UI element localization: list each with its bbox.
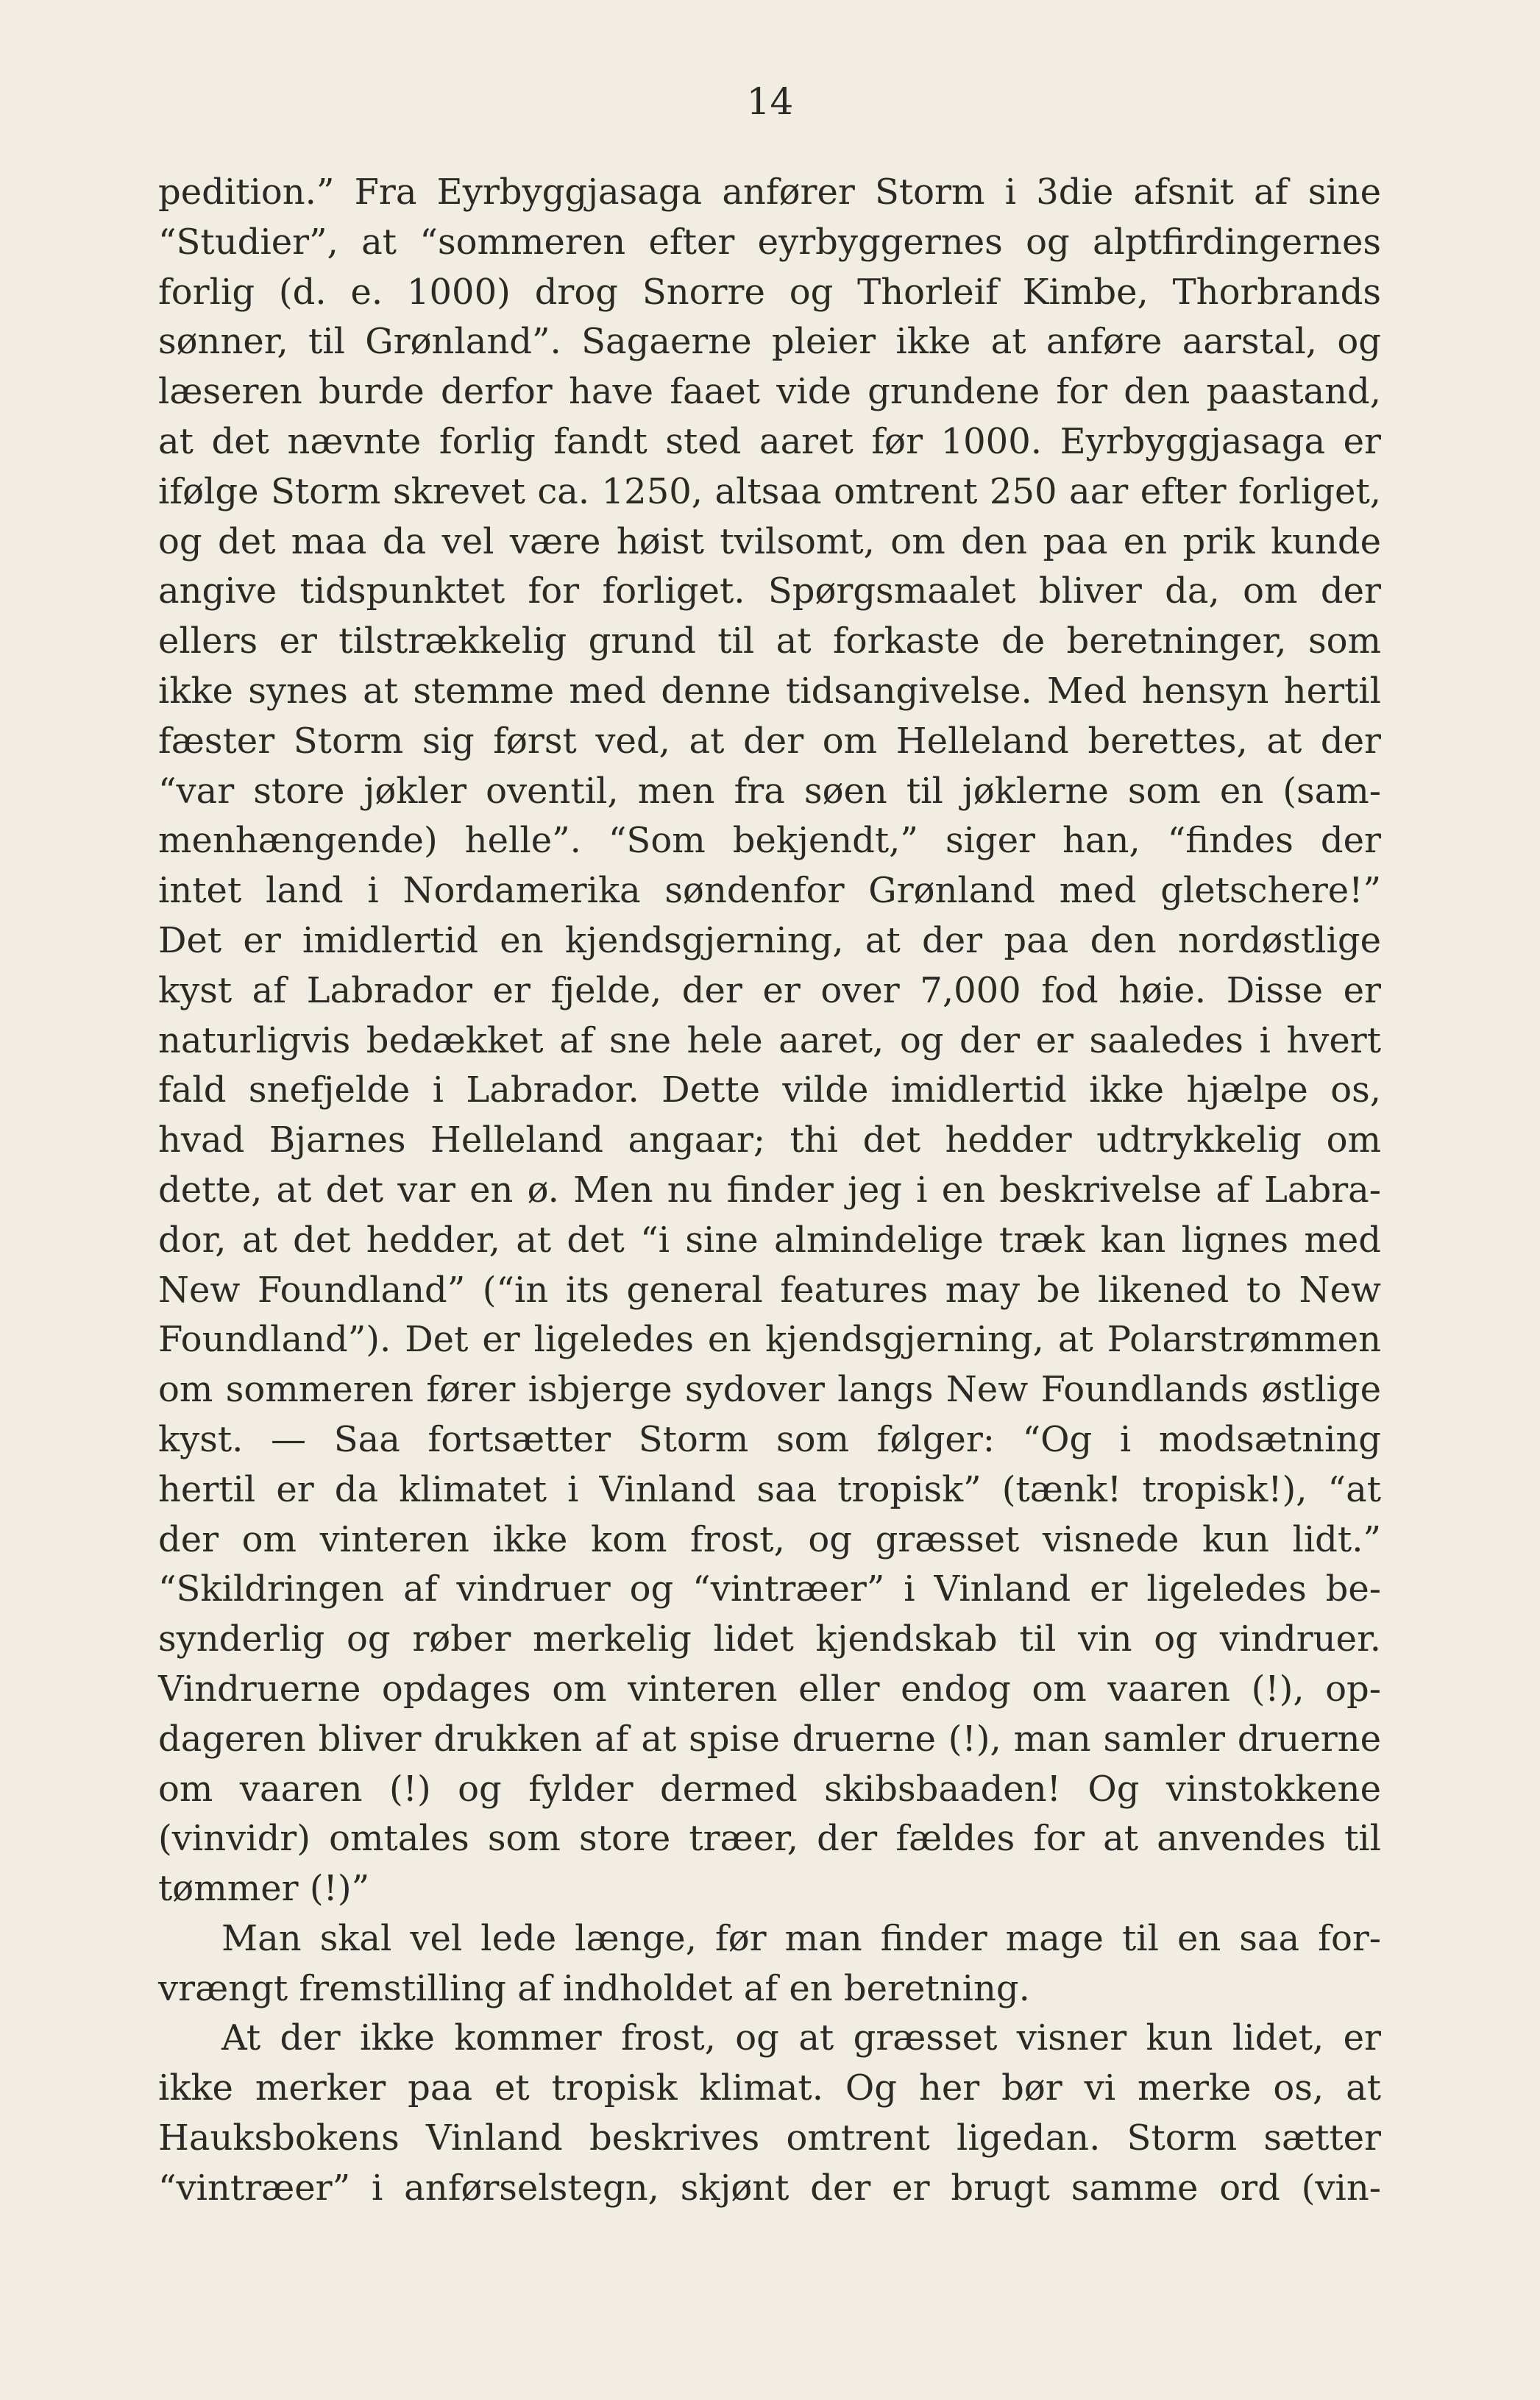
text-line: fæster Storm sig først ved, at der om Helleland berettes, at der [158,720,1381,762]
paragraph [158,1914,1381,2014]
text-line: “Studier”, at “sommeren efter eyrbyggernes og alptfirdingernes [158,221,1381,263]
text-line: naturligvis bedækket af sne hele aaret, og der er saaledes i hvert [158,1019,1381,1061]
text-line: ikke merker paa et tropisk klimat. Og her bør vi merke os, at [158,2067,1381,2109]
text-line: Foundland”). Det er ligeledes en kjendsgjerning, at Polarstrømmen [158,1319,1381,1361]
text-line: At der ikke kommer frost, og at græsset visner kun lidet, er [221,2017,1381,2059]
text-line: dageren bliver drukken af at spise druerne (!), man samler druerne [158,1718,1381,1760]
text-line: vrængt fremstilling af indholdet af en beretning. [158,1967,1030,2009]
text-line: Vindruerne opdages om vinteren eller endog om vaaren (!), op- [158,1668,1381,1710]
text-line: Man skal vel lede længe, før man finder mage til en saa for- [221,1917,1381,1959]
text-line: synderlig og røber merkelig lidet kjendskab til vin og vindruer. [158,1618,1381,1660]
text-line: kyst. — Saa fortsætter Storm som følger: “Og i modsætning [158,1418,1381,1460]
text-line: dette, at det var en ø. Men nu finder jeg i en beskrivelse af Labra- [158,1169,1381,1211]
text-line: om sommeren fører isbjerge sydover langs New Foundlands østlige [158,1369,1381,1411]
text-line: læseren burde derfor have faaet vide grundene for den paastand, [158,371,1381,413]
paragraph [158,168,1381,1914]
text-line: Det er imidlertid en kjendsgjerning, at der paa den nordøstlige [158,919,1381,961]
text-line: (vinvidr) omtales som store træer, der fældes for at anvendes til [158,1818,1381,1860]
text-line: fald snefjelde i Labrador. Dette vilde imidlertid ikke hjælpe os, [158,1069,1381,1111]
text-line: Hauksbokens Vinland beskrives omtrent ligedan. Storm sætter [158,2117,1381,2159]
text-line: at det nævnte forlig fandt sted aaret før 1000. Eyrbyggjasaga er [158,420,1381,462]
body-text [158,168,1381,2214]
text-line: intet land i Nordamerika søndenfor Grønland med gletschere!” [158,870,1381,912]
text-line: tømmer (!)” [158,1868,370,1910]
text-line: ikke synes at stemme med denne tidsangivelse. Med hensyn hertil [158,670,1381,712]
text-line: forlig (d. e. 1000) drog Snorre og Thorleif Kimbe, Thorbrands [158,271,1381,313]
text-line: “var store jøkler oventil, men fra søen til jøklerne som en (sam- [158,770,1381,812]
text-line: New Foundland” (“in its general features may be likened to New [158,1269,1381,1311]
text-line: ifølge Storm skrevet ca. 1250, altsaa omtrent 250 aar efter forliget, [158,470,1381,512]
paragraph [158,2014,1381,2213]
text-line: om vaaren (!) og fylder dermed skibsbaaden! Og vinstokkene [158,1768,1381,1810]
text-line: og det maa da vel være høist tvilsomt, om den paa en prik kunde [158,520,1381,562]
text-line: menhængende) helle”. “Som bekjendt,” siger han, “findes der [158,820,1381,862]
text-line: angive tidspunktet for forliget. Spørgsmaalet bliver da, om der [158,570,1381,612]
text-line: der om vinteren ikke kom frost, og græsset visnede kun lidt.” [158,1518,1381,1560]
page-number: 14 [746,80,794,123]
text-line: hvad Bjarnes Helleland angaar; thi det hedder udtrykkelig om [158,1119,1381,1161]
text-line: ellers er tilstrækkelig grund til at forkaste de beretninger, som [158,620,1381,662]
text-line: hertil er da klimatet i Vinland saa tropisk” (tænk! tropisk!), “at [158,1468,1381,1510]
text-line: pedition.” Fra Eyrbyggjasaga anfører Storm i 3die afsnit af sine [158,171,1381,213]
text-line: “vintræer” i anførselstegn, skjønt der er brugt samme ord (vin- [158,2167,1381,2209]
text-line: “Skildringen af vindruer og “vintræer” i Vinland er ligeledes be- [158,1568,1381,1610]
text-line: sønner, til Grønland”. Sagaerne pleier ikke at anføre aarstal, og [158,321,1381,363]
text-line: dor, at det hedder, at det “i sine almindelige træk kan lignes med [158,1219,1381,1261]
text-line: kyst af Labrador er fjelde, der er over 7,000 fod høie. Disse er [158,969,1381,1011]
